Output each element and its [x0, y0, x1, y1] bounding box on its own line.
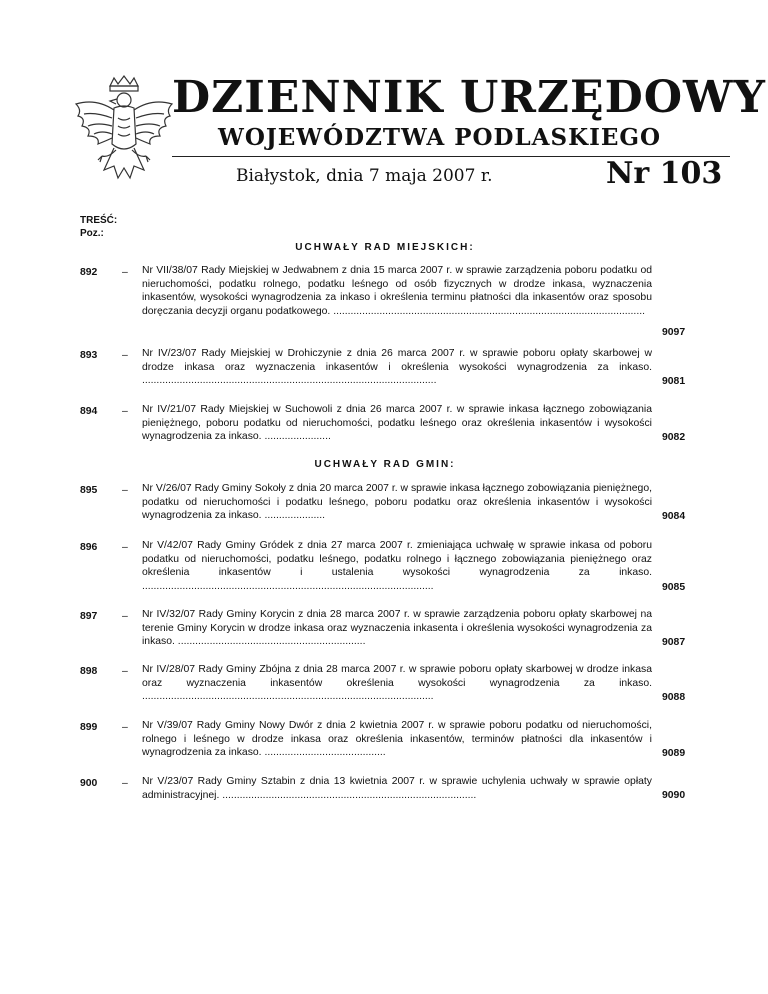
entry-dash: – [122, 778, 128, 789]
entry-page-number: 9088 [662, 692, 686, 703]
entry-number: 894 [80, 406, 98, 417]
entry-dash: – [122, 267, 128, 278]
section-heading-commune-councils: UCHWAŁY RAD GMIN: [314, 459, 456, 470]
entry-page-number: 9081 [662, 376, 686, 387]
entry-text: Nr V/42/07 Rady Gminy Gródek z dnia 27 marca 2007 r. zmieniająca uchwałę w sprawie inkasa od poboru podatku od nieruchomości, podatku leśnego, podatku rolnego i łącznego zobowiązania pieniężnego oraz określenia inkasentów i ustalenia wysokości wynagrodzenia za inkaso. ..................................................................................................... [142, 540, 652, 592]
entry-dash: – [122, 722, 128, 733]
entry-number: 896 [80, 542, 98, 553]
entry-page-number: 9082 [662, 432, 686, 443]
entry-page-number: 9090 [662, 790, 686, 801]
entry-text: Nr IV/21/07 Rady Miejskiej w Suchowoli z dnia 26 marca 2007 r. w sprawie inkasa łącznego zobowiązania pieniężnego, poboru podatku od nieruchomości, podatku leśnego oraz określenia inkasentów i wysokości wynagrodzenia za inkaso. ....................... [142, 404, 652, 443]
entry-dash: – [122, 350, 128, 361]
entry-number: 898 [80, 666, 98, 677]
entry-text: Nr V/39/07 Rady Gminy Nowy Dwór z dnia 2 kwietnia 2007 r. w sprawie poboru podatku od nieruchomości, rolnego i leśnego w drodze inkasa oraz określenia inkasentów, terminów płatności dla inkasentów i wynagrodzenia za inkaso. .......................................... [142, 720, 652, 759]
entry-number: 900 [80, 778, 98, 789]
entry-dash: – [122, 406, 128, 417]
entry-text: Nr IV/32/07 Rady Gminy Korycin z dnia 28 marca 2007 r. w sprawie zarządzenia poboru opłaty skarbowej na terenie Gminy Korycin w drodze inkasa oraz wyznaczenia inkasenta i określenia wysokości wynagrodzenia za inkaso. ................................................................. [142, 609, 652, 648]
contents-label: TREŚĆ: [80, 215, 118, 226]
entry-dash: – [122, 611, 128, 622]
entry-text: Nr IV/28/07 Rady Gminy Zbójna z dnia 28 marca 2007 r. w sprawie poboru opłaty skarbowej w drodze inkasa oraz wyznaczenia inkasentów określenia wysokości wynagrodzenia za inkaso. ..................................................................................................... [142, 664, 652, 703]
entry-dash: – [122, 485, 128, 496]
list-item [80, 775, 730, 845]
entry-number: 897 [80, 611, 98, 622]
entry-dash: – [122, 666, 128, 677]
entry-dash: – [122, 542, 128, 553]
entry-number: 892 [80, 267, 98, 278]
entry-number: 895 [80, 485, 98, 496]
entry-page-number: 9089 [662, 748, 686, 759]
section-heading-city-councils: UCHWAŁY RAD MIEJSKICH: [295, 242, 475, 253]
entry-text: Nr V/26/07 Rady Gminy Sokoły z dnia 20 marca 2007 r. w sprawie inkasa łącznego zobowiązania pieniężnego, podatku od nieruchomości i podatku leśnego, poboru podatku oraz określenia inkasentów i wysokości wynagrodzenia za inkaso. ..................... [142, 483, 652, 522]
list-item [80, 264, 730, 338]
entry-text: Nr VII/38/07 Rady Miejskiej w Jedwabnem z dnia 15 marca 2007 r. w sprawie zarządzenia poboru podatku od nieruchomości, podatku rolnego, podatku leśnego od osób fizycznych w drodze inkasa, wyznaczenia inkasentów, wysokości wynagrodzenia za inkaso i określenia terminu płatności dla inkasentów oraz sposobu doręczania decyzji organu podatkowego. ............................................................................................................ [142, 265, 652, 317]
entry-number: 899 [80, 722, 98, 733]
entry-page-number: 9097 [662, 327, 686, 338]
position-label: Poz.: [80, 228, 104, 239]
journal-title: DZIENNIK URZĘDOWY [172, 72, 766, 123]
entry-page-number: 9087 [662, 637, 686, 648]
entry-text: Nr V/23/07 Rady Gminy Sztabin z dnia 13 kwietnia 2007 r. w sprawie uchylenia uchwały w sprawie opłaty administracyjnej. ........................................................................................ [142, 776, 652, 801]
issue-dateline: Białystok, dnia 7 maja 2007 r. [236, 166, 493, 186]
entry-number: 893 [80, 350, 98, 361]
contents-label-block [80, 214, 117, 240]
entry-text: Nr IV/23/07 Rady Miejskiej w Drohiczynie z dnia 26 marca 2007 r. w sprawie poboru opłaty skarbowej w drodze inkasa oraz wyznaczenia inkasentów i określenia wysokości wynagrodzenia za inkaso. ...................................................................................................... [142, 348, 652, 387]
eagle-emblem-icon [68, 74, 180, 194]
entry-page-number: 9084 [662, 511, 686, 522]
entry-page-number: 9085 [662, 582, 686, 593]
issue-number: Nr 103 [606, 156, 723, 191]
journal-subtitle: WOJEWÓDZTWA PODLASKIEGO [218, 124, 662, 151]
list-item [80, 539, 730, 609]
